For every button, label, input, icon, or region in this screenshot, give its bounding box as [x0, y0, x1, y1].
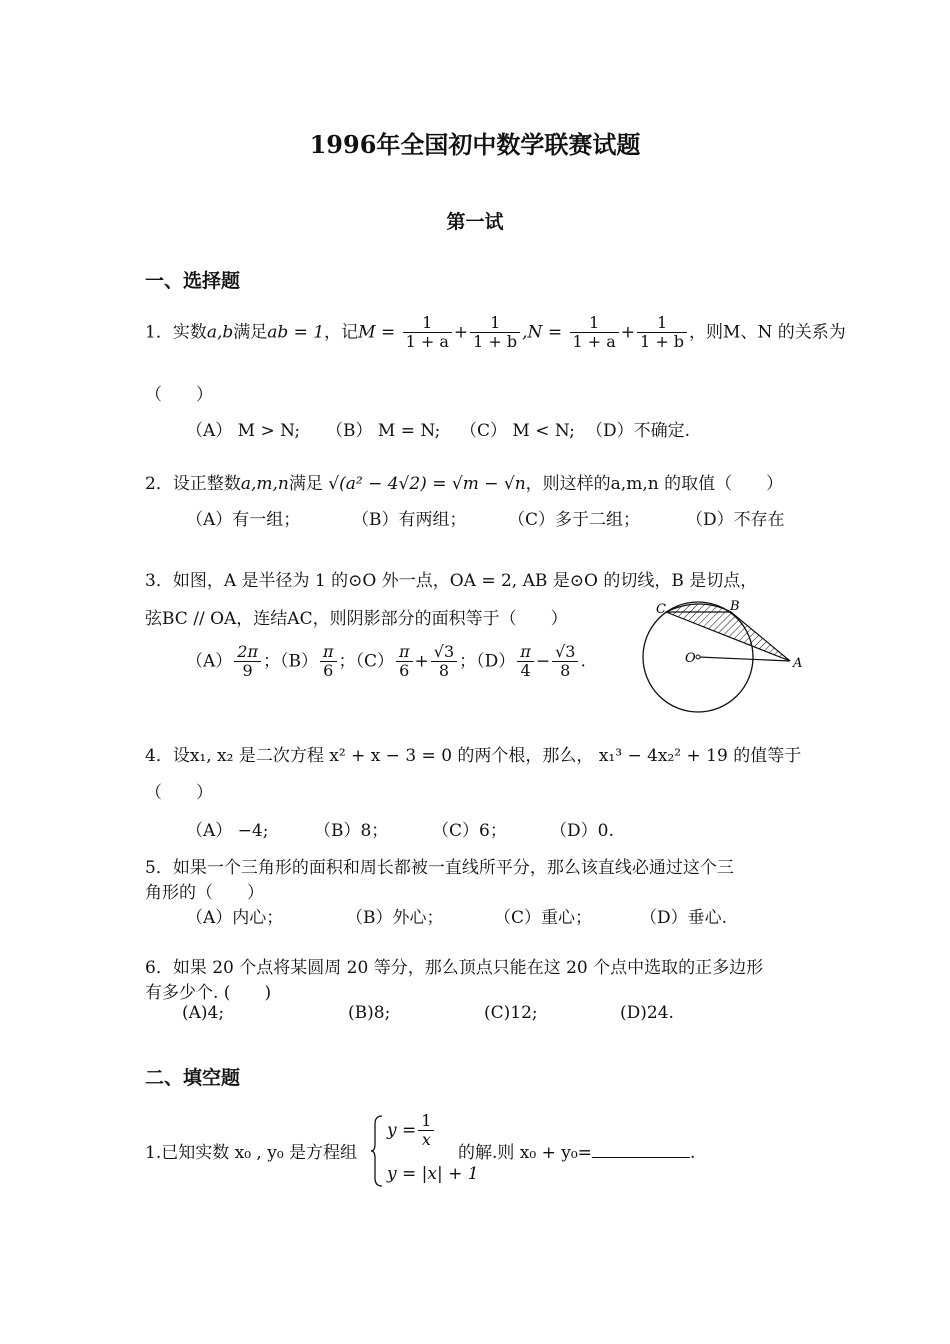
q3-frac-d1: $\frac{\pi}{4}$: [517, 643, 534, 681]
q2-tail: ，则这样的a,m,n 的取值（ ）: [525, 474, 784, 494]
question-2: [145, 469, 783, 494]
q1-vars: a,b: [206, 322, 234, 343]
segment-oa: [698, 657, 790, 661]
q4-option-c: （C）6；: [432, 821, 507, 841]
fill-1-prefix: 1.已知实数 x₀ , y₀ 是方程组: [145, 1143, 358, 1163]
q2-option-a: （A）有一组；: [186, 510, 301, 530]
q6-option-a: (A)4;: [182, 1003, 225, 1023]
q1-paren: （ ）: [145, 385, 213, 405]
q1-option-b: （B） M = N;: [326, 421, 441, 441]
q3-line1: 3．如图，A 是半径为 1 的⊙O 外一点，OA = 2, AB 是⊙O 的切线，B 是切点，: [145, 571, 758, 591]
q1-cond-math: ab = 1: [267, 322, 325, 343]
part-heading: 第一试: [446, 211, 504, 233]
q1-option-d: （D）不确定.: [586, 421, 691, 441]
system-brace: [370, 1114, 384, 1188]
q1-note: ，记: [324, 322, 359, 343]
q5-option-c: （C）重心；: [494, 908, 593, 928]
q6-option-b: (B)8;: [348, 1003, 391, 1023]
q1-frac-1: $\frac{1}{1 + a}$: [403, 314, 452, 352]
q1-M: M =: [358, 322, 401, 343]
q6-option-c: (C)12;: [484, 1003, 538, 1023]
q1-option-c: （C） M < N;: [460, 421, 575, 441]
q3-circle-figure: [640, 598, 810, 720]
q3-frac-b: $\frac{\pi}{6}$: [320, 643, 337, 681]
q1-frac-3: $\frac{1}{1 + a}$: [570, 314, 619, 352]
section-fill-heading: 二、填空题: [145, 1067, 241, 1089]
q2-option-c: （C）多于二组；: [508, 510, 641, 530]
q4-paren: （ ）: [145, 783, 213, 803]
label-o: O: [685, 651, 696, 666]
q5-option-a: （A）内心；: [186, 908, 284, 928]
system-eq1: y = $\frac{1}{x}$: [387, 1112, 436, 1150]
system-eq2: y = |x| + 1: [387, 1164, 479, 1184]
label-a: A: [793, 656, 803, 671]
fill-1-tail: 的解.则 x₀ + y₀= .: [458, 1143, 696, 1163]
q5-line2: 角形的（ ）: [145, 883, 264, 903]
q2-option-b: （B）有两组；: [352, 510, 467, 530]
q1-frac-2: $\frac{1}{1 + b}$: [470, 314, 520, 352]
q1-prefix: 1．实数: [145, 322, 207, 343]
section-choice-heading: 一、选择题: [145, 270, 241, 292]
question-1: 1．实数a,b满足ab = 1，记M = $\frac{1}{1 + a}$ + $\frac{1}{1 + b}$ ,N = $\frac{1}{1 + a}$ + $\frac{1}{1 + b}$ ，则M、N 的关系为: [145, 313, 846, 352]
page-title: 1996年全国初中数学联赛试题: [309, 130, 641, 159]
q1-tail: ，则M、N 的关系为: [689, 322, 846, 343]
q3-frac-c2: $\frac{√3}{8}$: [431, 643, 457, 681]
q5-option-b: （B）外心；: [346, 908, 444, 928]
q4-option-a: （A） −4;: [186, 821, 269, 841]
q5-line1: 5．如果一个三角形的面积和周长都被一直线所平分，那么该直线必通过这个三: [145, 858, 734, 878]
q3-options: （A） $\frac{2\pi}{9}$ ；（B） $\frac{\pi}{6}$ ；（C） $\frac{\pi}{6}$ + $\frac{√3}{8}$ ；（D） $\frac{\pi}{4}$ − $\frac{√3}{8}$ .: [186, 642, 586, 681]
q4-option-b: （B）8；: [314, 821, 389, 841]
q1-frac-4: $\frac{1}{1 + b}$: [637, 314, 687, 352]
q1-N: ,N =: [522, 322, 568, 343]
q2-cond-text: 满足: [288, 474, 323, 494]
q3-frac-a: $\frac{2\pi}{9}$: [234, 643, 261, 681]
q4-option-d: （D）0.: [550, 821, 614, 841]
q3-frac-c1: $\frac{\pi}{6}$: [396, 643, 413, 681]
q1-option-a: （A） M > N;: [186, 421, 301, 441]
q2-prefix: 2．设正整数: [145, 474, 241, 494]
q3-line2: 弦BC // OA，连结AC，则阴影部分的面积等于（ ）: [145, 609, 568, 629]
q6-line1: 6．如果 20 个点将某圆周 20 等分，那么顶点只能在这 20 个点中选取的正多边形: [145, 958, 764, 978]
label-c: C: [656, 602, 666, 617]
q1-cond-text: 满足: [233, 322, 268, 343]
q5-option-d: （D）垂心.: [640, 908, 728, 928]
label-b: B: [730, 599, 740, 614]
q6-option-d: (D)24.: [620, 1003, 674, 1023]
q2-vars: a,m,n: [240, 474, 289, 494]
fill-1-answer-blank[interactable]: [592, 1143, 690, 1158]
q3-frac-d2: $\frac{√3}{8}$: [552, 643, 578, 681]
q6-line2: 有多少个. ( ): [145, 983, 272, 1003]
q4-line1: 4．设x₁, x₂ 是二次方程 x² + x − 3 = 0 的两个根，那么， x₁³ − 4x₂² + 19 的值等于: [145, 746, 802, 766]
q2-option-d: （D）不存在: [686, 510, 785, 530]
q2-expr: √(a² − 4√2) = √m − √n: [328, 474, 526, 494]
